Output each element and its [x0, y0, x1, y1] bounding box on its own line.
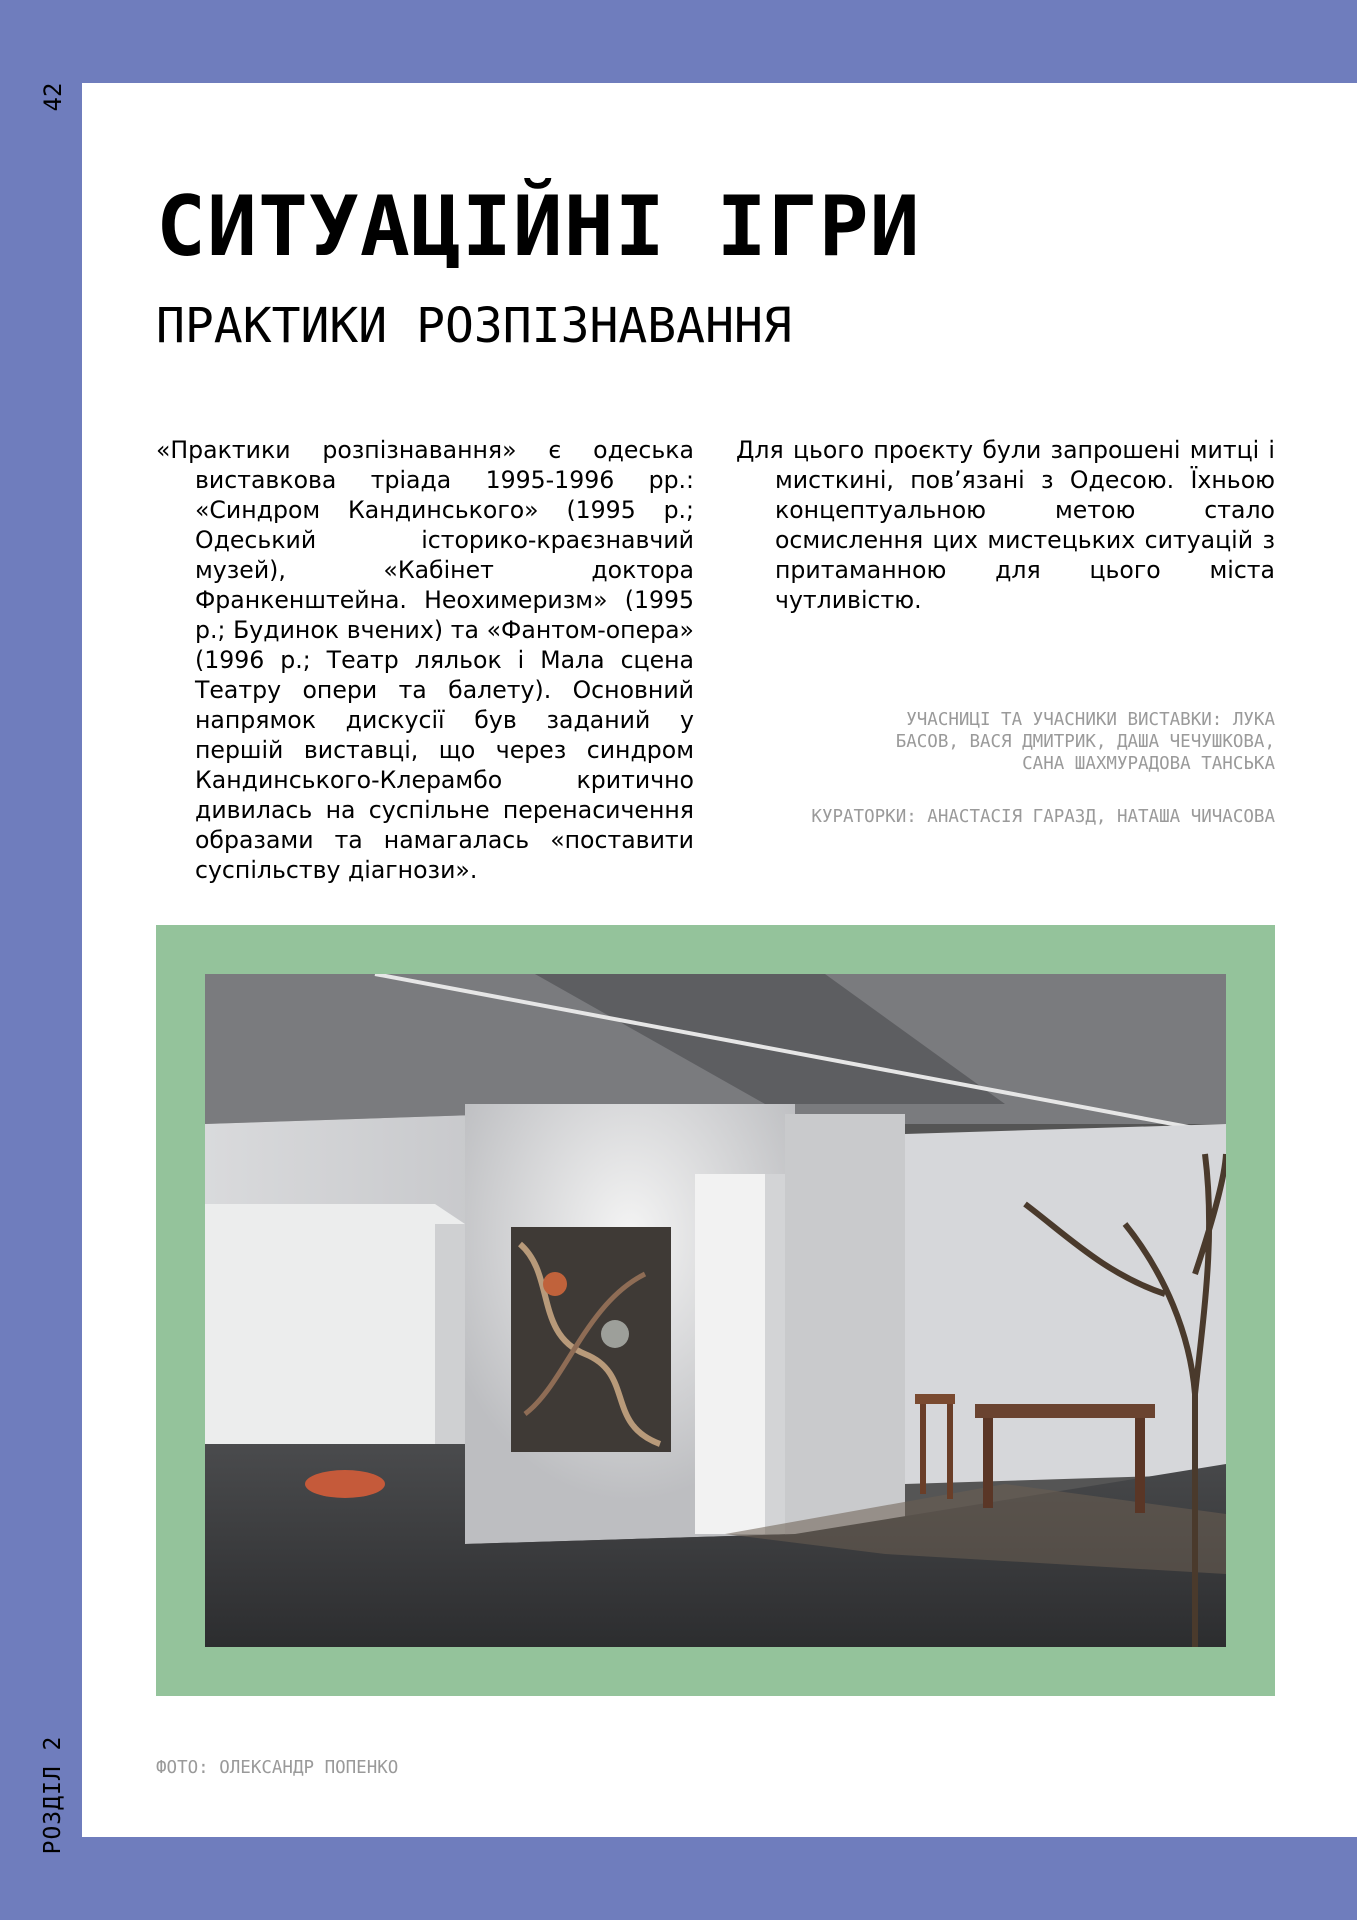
photo-credit: ФОТО: ОЛЕКСАНДР ПОПЕНКО — [156, 1758, 399, 1778]
gallery-photo-illustration — [205, 974, 1226, 1647]
right-column-paragraph: Для цього проєкту були запрошені митці і мисткині, пов’язані з Одесою. Їхньою концептуальною метою стало осмислення цих мистецьких ситуацій з притаманною для цього міста чутливістю. — [736, 436, 1275, 614]
section-label: РОЗДІЛ 2 — [40, 1735, 66, 1855]
article-subtitle: ПРАКТИКИ РОЗПІЗНАВАННЯ — [156, 298, 792, 354]
page-number: 42 — [39, 82, 67, 112]
left-column-paragraph: «Практики розпізнавання» є одеська виставкова тріада 1995-1996 рр.: «Синдром Кандинського» (1995 р.; Одеський історико-краєзнавчий музей), «Кабінет доктора Франкенштейна. Неохимеризм» (1995 р.; Будинок вчених) та «Фантом-опера» (1996 р.; Театр ляльок і Мала сцена Театру опери та балету). Основний напрямок дискусії був заданий у першій виставці, що через синдром Кандинського-Клерамбо критично дивилась на суспільне перенасичення образами та намагалась «поставити суспільству діагнози». — [156, 436, 694, 884]
gallery-photo — [205, 974, 1226, 1647]
participants-credit: УЧАСНИЦІ ТА УЧАСНИКИ ВИСТАВКИ: ЛУКА БАСОВ, ВАСЯ ДМИТРИК, ДАША ЧЕЧУШКОВА, САНА ШАХМУРАДОВА ТАНСЬКА — [895, 710, 1275, 774]
page-sheet — [82, 83, 1357, 1837]
curators-credit: КУРАТОРКИ: АНАСТАСІЯ ГАРАЗД, НАТАША ЧИЧАСОВА — [811, 807, 1275, 827]
article-title: СИТУАЦІЙНІ ІГРИ — [156, 178, 921, 275]
photo-frame — [156, 925, 1275, 1696]
